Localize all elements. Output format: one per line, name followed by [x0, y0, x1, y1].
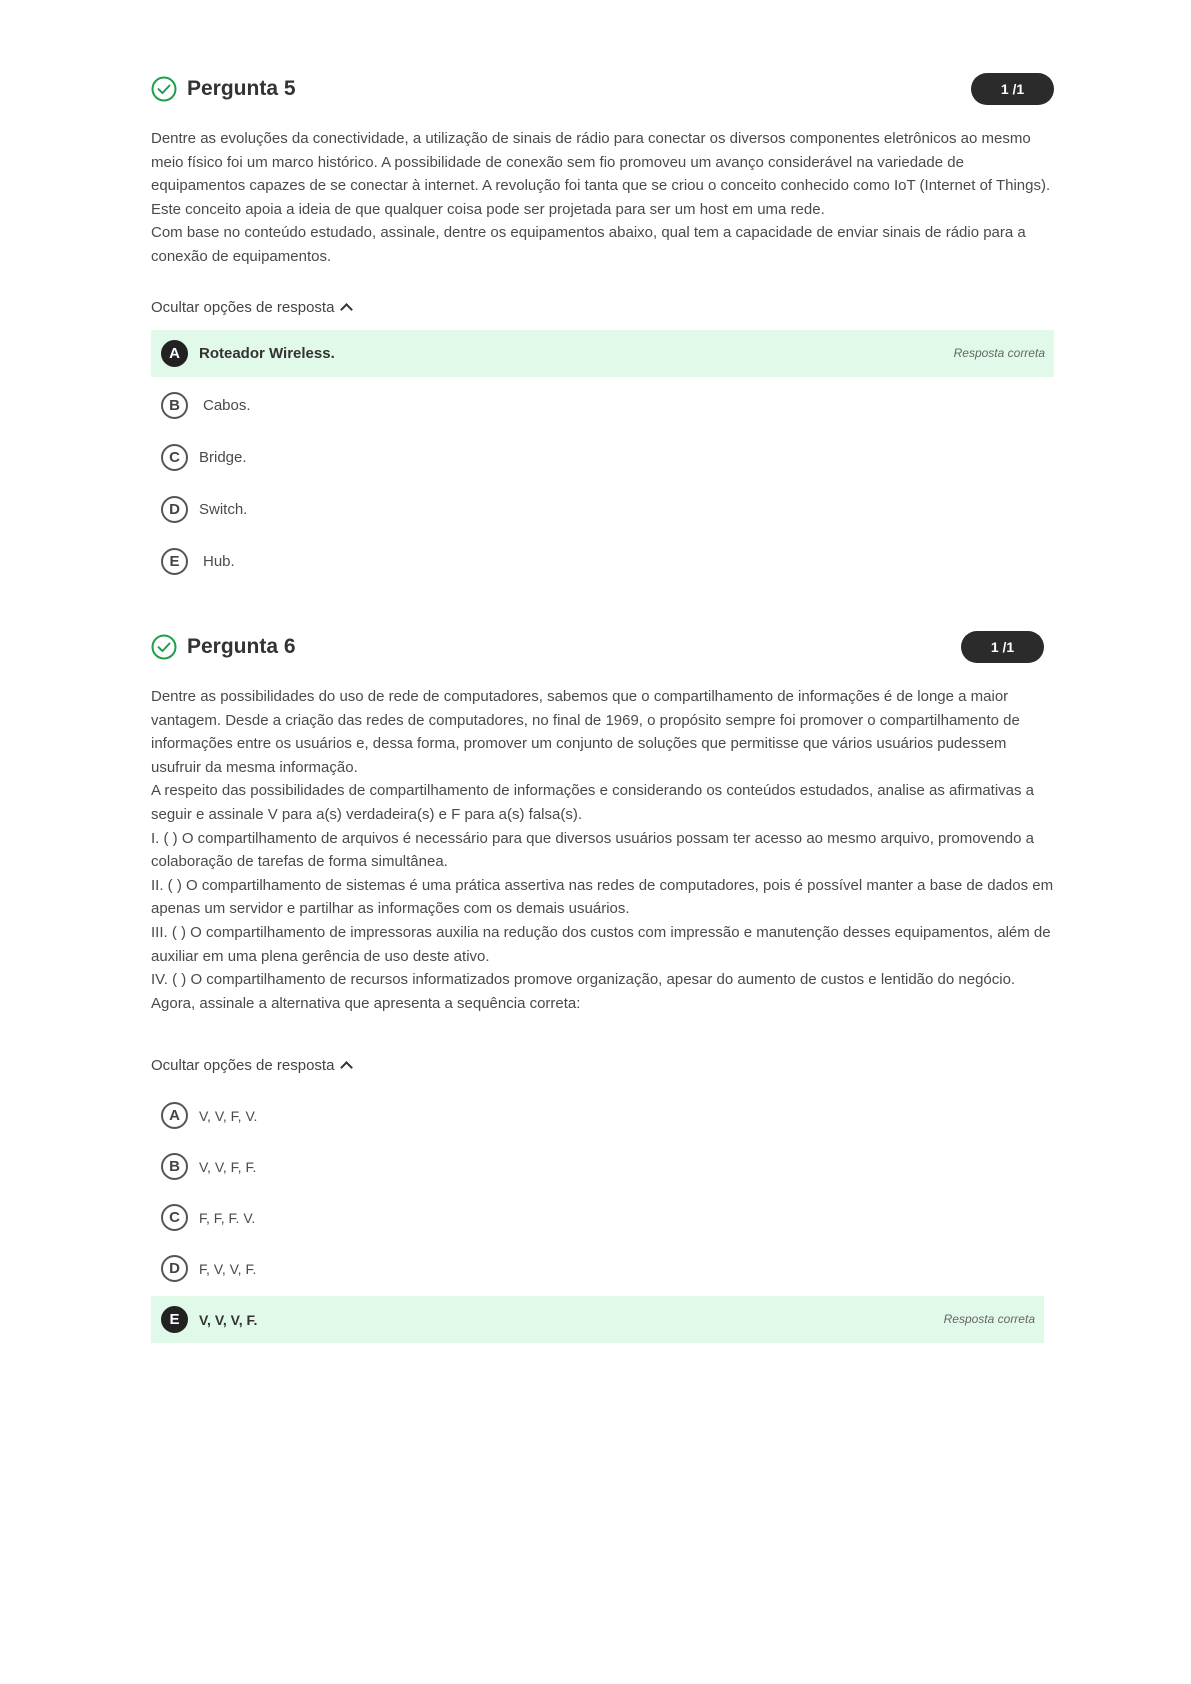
option-text: V, V, F, V. — [199, 1107, 258, 1124]
option-letter: B — [161, 1153, 188, 1180]
option-letter: C — [161, 1204, 188, 1231]
option-letter: E — [161, 1306, 188, 1333]
option-e[interactable] — [151, 1296, 1044, 1343]
hide-options-toggle[interactable] — [151, 1056, 351, 1076]
check-circle-icon — [151, 634, 177, 660]
option-letter: A — [161, 1102, 188, 1129]
option-text: Cabos. — [203, 397, 251, 414]
statement-i: I. ( ) O compartilhamento de arquivos é necessário para que diversos usuários possam ter acesso ao mesmo arquivo, promovendo a colaboração de tarefas de forma simultânea. — [151, 829, 1034, 871]
option-d[interactable] — [151, 486, 1054, 533]
option-letter: D — [161, 1255, 188, 1282]
option-letter: B — [161, 392, 188, 419]
question-title: Pergunta 5 — [187, 77, 296, 100]
option-letter: A — [161, 340, 188, 367]
score-badge: 1 /1 — [971, 73, 1054, 105]
option-letter: E — [161, 548, 188, 575]
question-paragraph: Dentre as possibilidades do uso de rede de computadores, sabemos que o compartilhamento de informações é de longe a maior vantagem. Desde a criação das redes de computadores, no final de 1969, o propósito sempre foi promover o compartilhamento de informações entre os usuários e, dessa forma, promover um conjunto de soluções que permitisse que vários usuários pudessem usufruir da mesma informação. — [151, 688, 1020, 776]
question-5 — [151, 66, 1054, 570]
option-text: V, V, F, F. — [199, 1158, 257, 1175]
option-text: Hub. — [203, 553, 235, 570]
chevron-up-icon — [341, 1061, 354, 1074]
option-text: F, F, F. V. — [199, 1209, 256, 1226]
statement-iii: III. ( ) O compartilhamento de impressoras auxilia na redução dos custos com impressão e manutenção desses equipamentos, além de auxiliar em uma plena gerência de uso deste ativo. — [151, 923, 1051, 965]
hide-options-toggle[interactable] — [151, 298, 351, 318]
option-b[interactable] — [151, 382, 1054, 429]
correct-answer-label: Resposta correta — [953, 346, 1045, 360]
question-title: Pergunta 6 — [187, 635, 296, 658]
option-letter: D — [161, 496, 188, 523]
option-text: F, V, V, F. — [199, 1260, 257, 1277]
toggle-label: Ocultar opções de resposta — [151, 1057, 335, 1074]
option-text: Bridge. — [199, 449, 247, 466]
check-circle-icon — [151, 76, 177, 102]
option-b[interactable] — [151, 1143, 1044, 1190]
question-paragraph: Dentre as evoluções da conectividade, a utilização de sinais de rádio para conectar os diversos componentes eletrônicos ao mesmo meio físico foi um marco histórico. A possibilidade de conexão sem fio promoveu um avanço considerável na variedade de equipamentos capazes de se conectar à internet. A revolução foi tanta que se criou o conceito conhecido como IoT (Internet of Things). Este conceito apoia a ideia de que qualquer coisa pode ser projetada para ser um host em uma rede. — [151, 130, 1051, 218]
question-6 — [151, 624, 1054, 1328]
question-text — [151, 685, 1054, 1015]
question-header — [151, 624, 1054, 664]
correct-answer-label: Resposta correta — [943, 1312, 1035, 1326]
question-paragraph: Com base no conteúdo estudado, assinale, dentre os equipamentos abaixo, qual tem a capacidade de enviar sinais de rádio para a conexão de equipamentos. — [151, 224, 1026, 265]
score-badge: 1 /1 — [961, 631, 1044, 663]
option-a[interactable] — [151, 1092, 1044, 1139]
question-text — [151, 127, 1054, 269]
question-paragraph: A respeito das possibilidades de compartilhamento de informações e considerando os conteúdos estudados, analise as afirmativas a seguir e assinale V para a(s) verdadeira(s) e F para a(s) falsa(s). — [151, 782, 1035, 823]
question-header — [151, 66, 1054, 106]
option-text: Switch. — [199, 501, 248, 518]
option-text: V, V, V, F. — [199, 1311, 258, 1328]
option-e[interactable] — [151, 538, 1054, 585]
chevron-up-icon — [341, 303, 354, 316]
question-prompt: Agora, assinale a alternativa que apresenta a sequência correta: — [151, 994, 581, 1012]
option-c[interactable] — [151, 434, 1054, 481]
statement-iv: IV. ( ) O compartilhamento de recursos informatizados promove organização, apesar do aumento de custos e lentidão do negócio. — [151, 971, 1016, 989]
option-text: Roteador Wireless. — [199, 345, 335, 362]
toggle-label: Ocultar opções de resposta — [151, 299, 335, 316]
option-d[interactable] — [151, 1245, 1044, 1292]
option-letter: C — [161, 444, 188, 471]
option-a[interactable] — [151, 330, 1054, 377]
option-c[interactable] — [151, 1194, 1044, 1241]
statement-ii: II. ( ) O compartilhamento de sistemas é uma prática assertiva nas redes de computadores, pois é possível manter a base de dados em apenas um servidor e partilhar as informações com os demais usuários. — [151, 876, 1054, 918]
